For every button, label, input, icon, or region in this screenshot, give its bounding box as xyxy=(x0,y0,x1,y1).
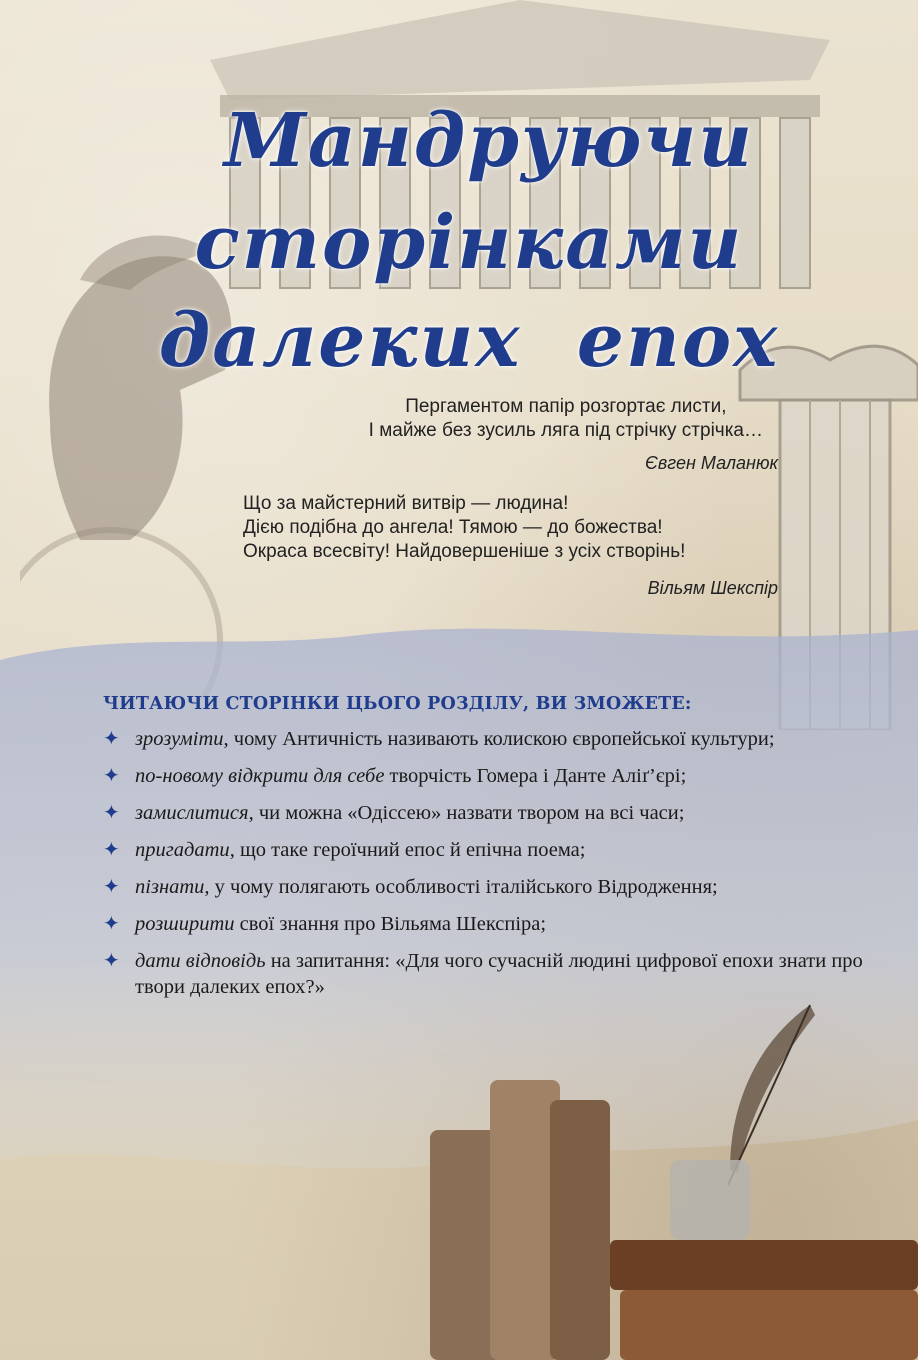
star-bullet-icon: ✦ xyxy=(103,950,120,972)
section-heading: ЧИТАЮЧИ СТОРІНКИ ЦЬОГО РОЗДІЛУ, ВИ ЗМОЖЕТЕ: xyxy=(103,694,692,714)
star-bullet-icon: ✦ xyxy=(103,765,120,787)
star-bullet-icon: ✦ xyxy=(103,728,120,750)
goal-text: , чому Античність називають колискою європейської культури; xyxy=(223,728,775,750)
title-line-2: сторінками xyxy=(194,200,744,286)
goal-verb: пригадати xyxy=(135,839,230,861)
star-bullet-icon: ✦ xyxy=(103,839,120,861)
goal-text: , чи можна «Одіссею» назвати твором на всі часи; xyxy=(248,802,685,824)
list-item xyxy=(103,837,863,863)
quote-line: І майже без зусиль ляга під стрічку стрічка… xyxy=(368,420,763,441)
list-item xyxy=(103,800,863,826)
goal-verb: розширити xyxy=(135,913,235,935)
goals-list xyxy=(103,726,863,1011)
goal-verb: зрозуміти xyxy=(135,728,224,750)
quote-line: Пергаментом папір розгортає листи, xyxy=(405,396,727,417)
list-item xyxy=(103,874,863,900)
goal-text: , у чому полягають особливості італійського Відродження; xyxy=(204,876,718,898)
goal-verb: пізнати xyxy=(135,876,205,898)
quote-line: Дією подібна до ангела! Тямою — до божества! xyxy=(243,517,663,538)
goal-text: , що таке героїчний епос й епічна поема; xyxy=(229,839,586,861)
star-bullet-icon: ✦ xyxy=(103,876,120,898)
goal-verb: по-новому відкрити для себе xyxy=(135,765,385,787)
quote-malaniuk xyxy=(369,395,763,443)
star-bullet-icon: ✦ xyxy=(103,913,120,935)
goal-text: свої знання про Вільяма Шекспіра; xyxy=(234,913,547,935)
goal-text: на запитання: «Для чого сучасній людині цифрової епохи знати про твори далеких епох?» xyxy=(135,950,863,998)
quote-line: Окраса всесвіту! Найдовершеніше з усіх створінь! xyxy=(243,541,686,562)
title-line-3: далеких епох xyxy=(158,298,780,384)
title-line-1: Мандруючи xyxy=(223,98,755,184)
list-item xyxy=(103,763,863,789)
list-item xyxy=(103,726,863,752)
list-item xyxy=(103,948,863,1000)
books-illustration xyxy=(420,1040,918,1360)
quote-author: Євген Маланюк xyxy=(645,453,778,473)
list-item xyxy=(103,911,863,937)
quote-line: Що за майстерний витвір — людина! xyxy=(243,493,569,514)
goal-text: творчість Гомера і Данте Аліґ’єрі; xyxy=(384,765,687,787)
quote-author: Вільям Шекспір xyxy=(647,578,778,598)
goal-verb: замислитися xyxy=(135,802,249,824)
star-bullet-icon: ✦ xyxy=(103,802,120,824)
quote-shakespeare xyxy=(243,492,685,564)
goal-verb: дати відповідь xyxy=(135,950,266,972)
